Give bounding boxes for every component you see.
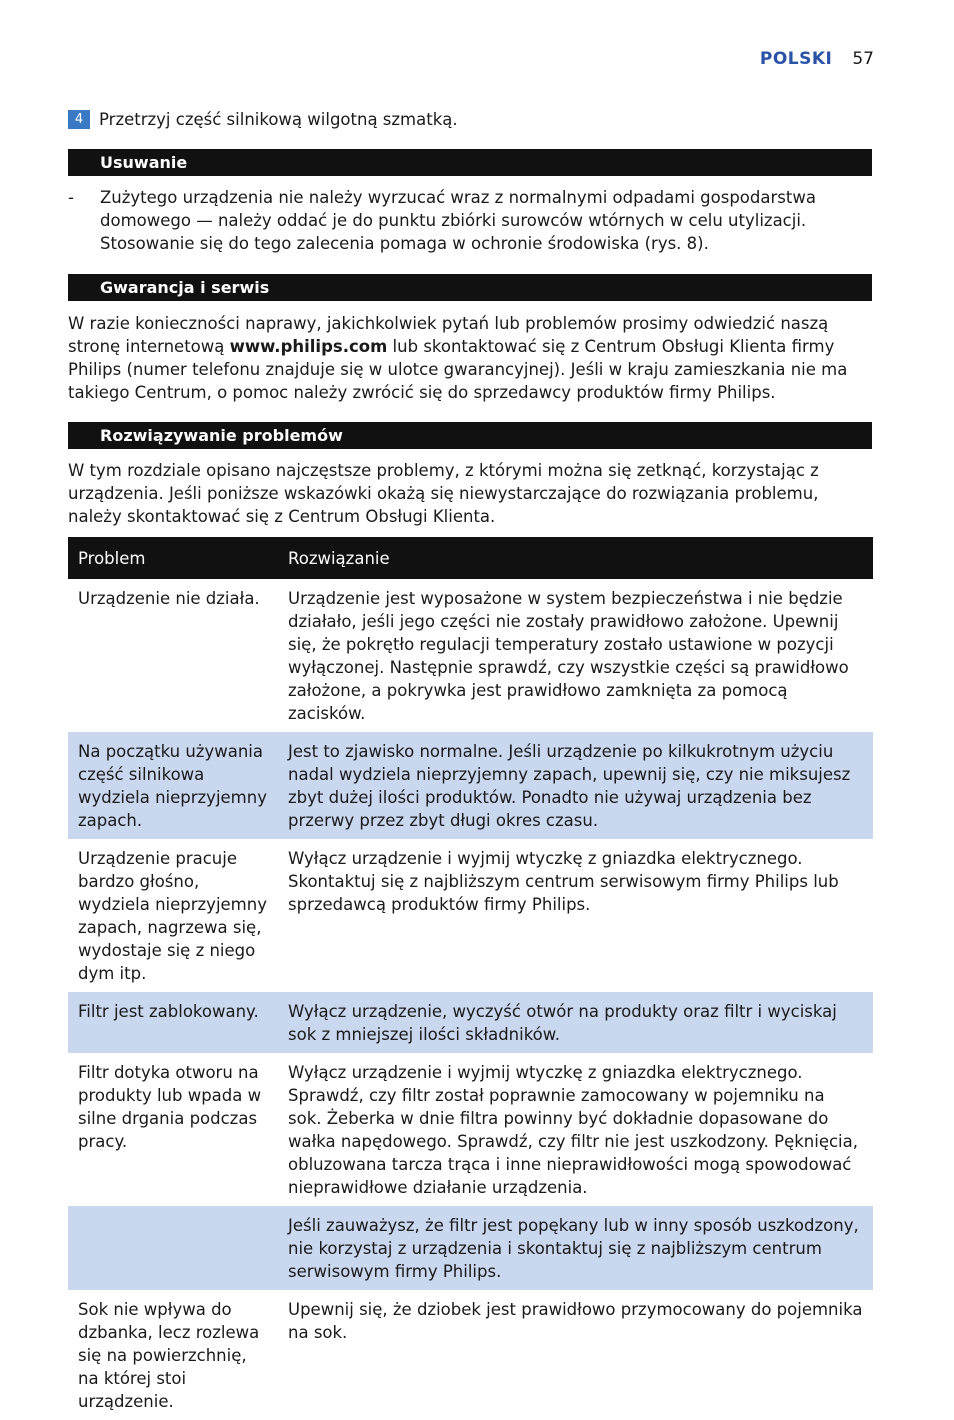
warranty-text-after: lub skontaktować się z Centrum Obsługi Klienta firmy Philips (numer telefonu znajduje się w ulotce gwarancyjnej). Jeśli w kraju zamieszkania nie ma takiego Centrum, o pomoc należy zwrócić się do sprzedawcy produktów firmy Philips.: [68, 337, 848, 402]
step-4: [68, 108, 458, 131]
problem-cell: Urządzenie pracuje bardzo głośno, wydziela nieprzyjemny zapach, nagrzewa się, wydostaje się z niego dym itp.: [78, 849, 267, 983]
table-row: [68, 839, 873, 992]
section-heading-warranty: Gwarancja i serwis: [68, 274, 872, 301]
troubleshooting-table: [68, 537, 873, 1420]
philips-website-link[interactable]: www.philips.com: [229, 337, 388, 356]
table-row: [68, 732, 873, 839]
page-header: [760, 48, 874, 71]
table-row: [68, 1206, 873, 1290]
solution-cell: Wyłącz urządzenie, wyczyść otwór na produkty oraz filtr i wyciskaj sok z mniejszej ilości składników.: [278, 992, 873, 1053]
problem-cell: Sok nie wpływa do dzbanka, lecz rozlewa się na powierzchnię, na której stoi urządzenie.: [78, 1300, 260, 1411]
header-problem: Problem: [68, 537, 278, 579]
problem-cell: [68, 1206, 278, 1290]
section-heading-disposal: Usuwanie: [68, 149, 872, 176]
header-solution: Rozwiązanie: [278, 537, 873, 579]
table-header-row: [68, 537, 873, 579]
language-label: POLSKI: [759, 49, 833, 69]
problem-cell: Na początku używania część silnikowa wydziela nieprzyjemny zapach.: [68, 732, 278, 839]
warranty-paragraph: [68, 312, 874, 404]
warranty-text-before: W razie konieczności naprawy, jakichkolwiek pytań lub problemów prosimy odwiedzić naszą stronę internetową: [68, 314, 829, 356]
troubleshooting-intro: W tym rozdziale opisano najczęstsze problemy, z którymi można się zetknąć, korzystając z urządzenia. Jeśli poniższe wskazówki okażą się niewystarczające do rozwiązania problemu, należy skontaktować się z Centrum Obsługi Klienta.: [68, 461, 819, 526]
solution-cell: Jeśli zauważysz, że filtr jest popękany lub w inny sposób uszkodzony, nie korzystaj z urządzenia i skontaktuj się z najbliższym centrum serwisowym firmy Philips.: [278, 1206, 873, 1290]
table-row: [68, 1290, 873, 1420]
disposal-text: Zużytego urządzenia nie należy wyrzucać wraz z normalnymi odpadami gospodarstwa domowego — należy oddać je do punktu zbiórki surowców wtórnych w celu utylizacji. Stosowanie się do tego zalecenia pomaga w ochronie środowiska (rys. 8).: [100, 188, 816, 253]
solution-cell: Wyłącz urządzenie i wyjmij wtyczkę z gniazdka elektrycznego. Sprawdź, czy filtr został poprawnie zamocowany w pojemniku na sok. Żeberka w dnie filtra powinny być dokładnie dopasowane do wałka napędowego. Sprawdź, czy filtr nie jest uszkodzony. Pęknięcia, obluzowana tarcza trąca i inne nieprawidłowości mogą spowodować nieprawidłowe działanie urządzenia.: [288, 1063, 858, 1197]
problem-cell: Filtr jest zablokowany.: [68, 992, 278, 1053]
table-row: [68, 1053, 873, 1206]
solution-cell: Jest to zjawisko normalne. Jeśli urządzenie po kilkukrotnym użyciu nadal wydziela nieprzyjemny zapach, upewnij się, czy nie miksujesz zbyt dużej ilości produktów. Ponadto nie używaj urządzenia bez przerwy przez zbyt długi okres czasu.: [278, 732, 873, 839]
page-number: 57: [852, 49, 874, 69]
solution-cell: Wyłącz urządzenie i wyjmij wtyczkę z gniazdka elektrycznego. Skontaktuj się z najbliższym centrum serwisowym firmy Philips lub sprzedawcą produktów firmy Philips.: [288, 849, 839, 914]
table-row: [68, 579, 873, 732]
disposal-bullet: [68, 186, 874, 255]
table-row: [68, 992, 873, 1053]
bullet-dash: -: [68, 188, 74, 207]
solution-cell: Upewnij się, że dziobek jest prawidłowo przymocowany do pojemnika na sok.: [288, 1300, 863, 1342]
section-heading-troubleshooting: Rozwiązywanie problemów: [68, 422, 872, 449]
solution-cell: Urządzenie jest wyposażone w system bezpieczeństwa i nie będzie działało, jeśli jego części nie zostały prawidłowo założone. Upewnij się, że pokrętło regulacji temperatury zostało ustawione w pozycji wyłączonej. Następnie sprawdź, czy wszystkie części są prawidłowo założone, a pokrywka jest prawidłowo zamknięta za pomocą zacisków.: [288, 589, 849, 723]
problem-cell: Urządzenie nie działa.: [78, 589, 260, 608]
step-number-badge: 4: [68, 110, 90, 129]
problem-cell: Filtr dotyka otworu na produkty lub wpada w silne drgania podczas pracy.: [78, 1063, 262, 1151]
step-text: Przetrzyj część silnikową wilgotną szmatką.: [99, 110, 458, 129]
